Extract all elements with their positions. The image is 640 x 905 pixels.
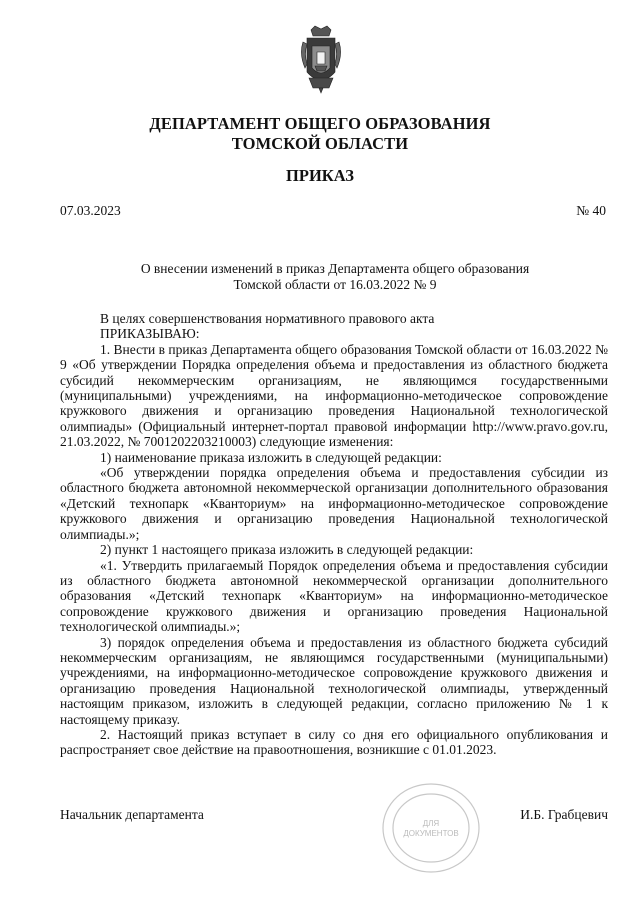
svg-text:ДЛЯ: ДЛЯ <box>422 819 440 828</box>
paragraph-item-2: 2. Настоящий приказ вступает в силу со дня его официального опубликования и распространяет свое действие на правоотношения, возникшие с 01.01.2023. <box>60 726 608 758</box>
department-name <box>0 114 640 154</box>
department-name-line1: ДЕПАРТАМЕНТ ОБЩЕГО ОБРАЗОВАНИЯ <box>149 114 491 133</box>
paragraph-subitem-3: 3) порядок определения объема и предоставления из областного бюджета субсидий некоммерческим организациям, не являющимся государственными (муниципальными) учреждениями, на информационно-методическое сопровождение кружкового движения и организацию проведения Национальной технологической олимпиады, утвержденный настоящим приказом, изложить в следующей редакции, согласно приложению № 1 к настоящему приказу. <box>60 634 608 727</box>
preamble: В целях совершенствования нормативного правового акта <box>100 311 435 326</box>
svg-text:ДОКУМЕНТОВ: ДОКУМЕНТОВ <box>403 829 459 838</box>
paragraph-item-1: 1. Внести в приказ Департамента общего образования Томской области от 16.03.2022 № 9 «Об утверждении Порядка определения объема и предоставления из областного бюджета субсидий некоммерческим организациям, не являющимся государственными (муниципальными) учреждениями, на информационно-методическое сопровождение кружкового движения и организацию проведения Национальной технологической олимпиады» (Официальный интернет-портал правовой информации http://www.pravo.gov.ru, 21.03.2022, № 7001202203210003) следующие изменения: <box>60 341 608 450</box>
paragraph-subitem-2: 2) пункт 1 настоящего приказа изложить в следующей редакции: <box>100 542 474 558</box>
subject-line1: О внесении изменений в приказ Департамента общего образования <box>140 261 530 276</box>
tomsk-region-coat-of-arms-icon <box>299 24 343 94</box>
paragraph-subitem-1: 1) наименование приказа изложить в следующей редакции: <box>100 449 442 465</box>
signatory-position: Начальник департамента <box>60 807 204 822</box>
order-number: № 40 <box>576 203 606 218</box>
paragraph-subitem-2-text: «1. Утвердить прилагаемый Порядок определения объема и предоставления субсидии из областного бюджета автономной некоммерческой организации дополнительного образования «Детский технопарк «Кванториум» на информационно-методическое сопровождение кружкового движения и организацию проведения Национальной технологической олимпиады.»; <box>60 557 608 635</box>
order-date: 07.03.2023 <box>60 203 121 218</box>
order-subject <box>80 261 590 293</box>
paragraph-subitem-1-text: «Об утверждении порядка определения объема и предоставления субсидии из областного бюджета автономной некоммерческой организации дополнительного образования «Детский технопарк «Кванториум» на информационно-методическое сопровождение кружкового движения и организацию проведения Национальной технологической олимпиады.»; <box>60 465 608 542</box>
department-name-line2: ТОМСКОЙ ОБЛАСТИ <box>231 134 409 153</box>
subject-line2: Томской области от 16.03.2022 № 9 <box>233 277 437 293</box>
stamp-seal-icon <box>376 778 486 878</box>
signatory-name: И.Б. Грабцевич <box>520 807 608 822</box>
order-body <box>60 311 608 758</box>
order-directive: ПРИКАЗЫВАЮ: <box>100 326 200 342</box>
document-type: ПРИКАЗ <box>286 166 354 185</box>
